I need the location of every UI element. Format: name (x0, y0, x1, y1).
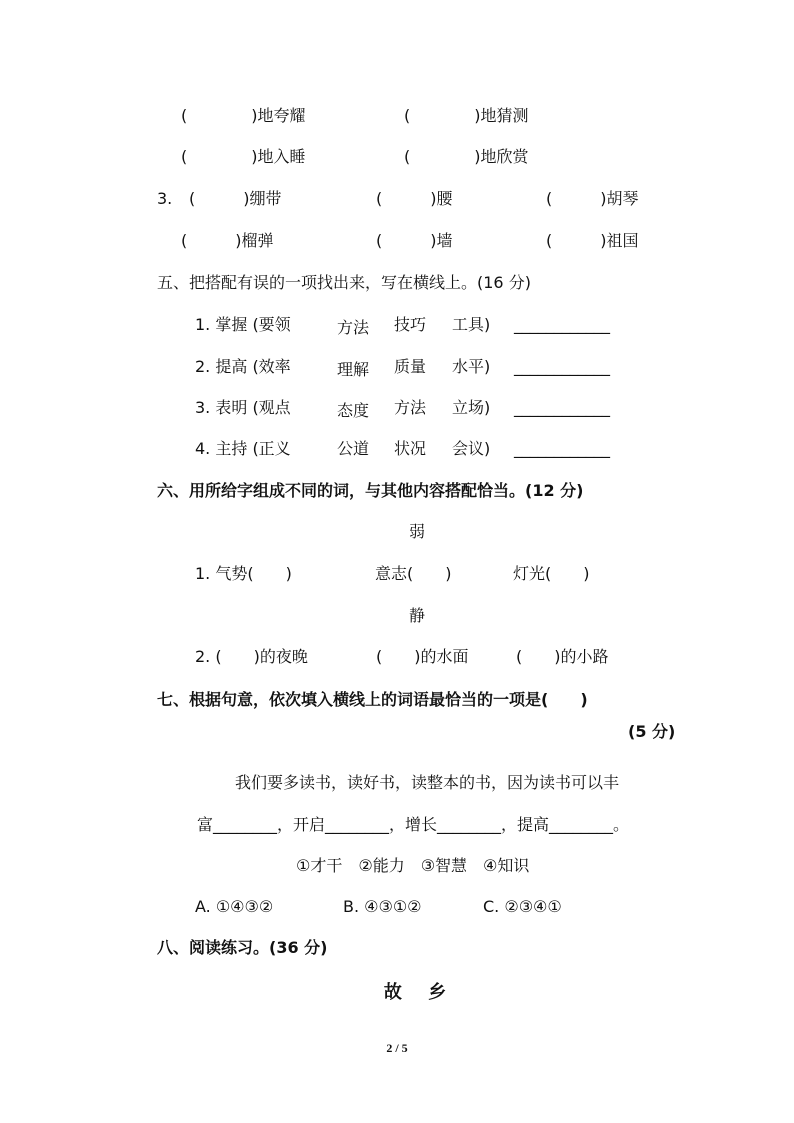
s6-q2-b: ( )的水面 (376, 647, 469, 666)
s6-q2-c: ( )的小路 (516, 647, 609, 666)
s6-q2-a: 2. ( )的夜晚 (195, 647, 308, 666)
s5-item-word2: 理解 (337, 360, 370, 379)
s4-r1-b: ( )地猜测 (404, 106, 529, 125)
s4-q3-r1-c: ( )胡琴 (546, 189, 639, 208)
s5-item-word3: 质量 (394, 357, 427, 376)
s4-q3-r2-a: ( )榴弹 (181, 231, 274, 250)
s5-item-word2: 方法 (337, 318, 370, 337)
s4-q3-r2-c: ( )祖国 (546, 231, 639, 250)
s6-q1-c: 灯光( ) (513, 564, 590, 583)
s5-item-word2: 态度 (337, 401, 370, 420)
s5-item-label: 2. 提高 (效率 (195, 357, 291, 376)
s5-item-blank[interactable]: ____________ (514, 439, 610, 458)
s6-char-1: 弱 (408, 522, 426, 541)
s5-item-label: 1. 掌握 (要领 (195, 315, 291, 334)
s7-sentence-line2: 富________，开启________，增长________，提高________。 (197, 815, 630, 834)
s5-item-word4: 会议) (452, 439, 491, 458)
s7-choice-c[interactable]: C. ②③④① (483, 897, 562, 916)
s7-choice-b[interactable]: B. ④③①② (343, 897, 422, 916)
s5-item-blank[interactable]: ____________ (514, 357, 610, 376)
s4-r2-a: ( )地入睡 (181, 147, 306, 166)
s6-q1-a: 1. 气势( ) (195, 564, 292, 583)
s5-item-blank[interactable]: ____________ (514, 315, 610, 334)
s5-item-blank[interactable]: ____________ (514, 398, 610, 417)
s6-char-2: 静 (408, 606, 426, 625)
section5-heading: 五、把搭配有误的一项找出来，写在横线上。(16 分) (157, 273, 531, 292)
s4-r1-a: ( )地夸耀 (181, 106, 306, 125)
s5-item-label: 3. 表明 (观点 (195, 398, 291, 417)
section7-score: (5 分) (628, 722, 676, 741)
s4-q3-r1-b: ( )腰 (376, 189, 453, 208)
s5-item-label: 4. 主持 (正义 (195, 439, 291, 458)
s5-item-word4: 立场) (452, 398, 491, 417)
s5-item-word4: 水平) (452, 357, 491, 376)
s4-r2-b: ( )地欣赏 (404, 147, 529, 166)
section6-heading: 六、用所给字组成不同的词，与其他内容搭配恰当。(12 分) (157, 481, 584, 500)
s5-item-word2: 公道 (337, 439, 370, 458)
s6-q1-b: 意志( ) (375, 564, 452, 583)
page-number: 2 / 5 (386, 1041, 408, 1055)
passage-title: 故 乡 (383, 982, 457, 1003)
s4-q3-r2-b: ( )墙 (376, 231, 453, 250)
s5-item-word3: 技巧 (394, 315, 427, 334)
s7-options: ①才干 ②能力 ③智慧 ④知识 (296, 856, 530, 875)
s7-choice-a[interactable]: A. ①④③② (195, 897, 274, 916)
section8-heading: 八、阅读练习。(36 分) (157, 938, 328, 957)
s4-q3-r1-a: ( )绷带 (189, 189, 282, 208)
s4-q3-num: 3. (157, 189, 173, 208)
s7-sentence-line1: 我们要多读书，读好书，读整本的书，因为读书可以丰 (235, 773, 620, 792)
s5-item-word4: 工具) (452, 315, 491, 334)
section7-heading: 七、根据句意，依次填入横线上的词语最恰当的一项是( ) (157, 690, 588, 709)
s5-item-word3: 状况 (394, 439, 427, 458)
s5-item-word3: 方法 (394, 398, 427, 417)
